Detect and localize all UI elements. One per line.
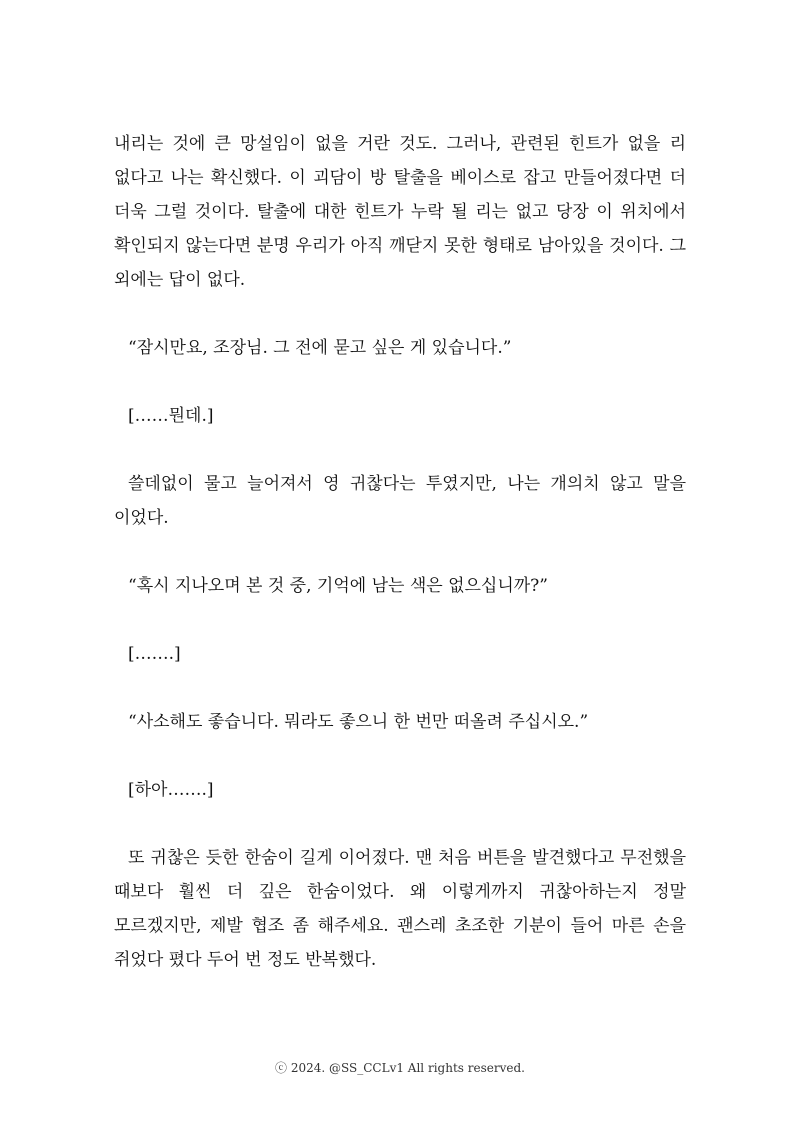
story-body [114,127,686,977]
dialogue-line: “혹시 지나오며 본 것 중, 기억에 남는 색은 없으십니까?” [128,576,548,596]
copyright-footer: ⓒ 2024. @SS_CCLv1 All rights reserved. [275,1061,525,1075]
radio-reply: [……뭔데.] [128,406,214,426]
dialogue-line: “사소해도 좋습니다. 뭐라도 좋으니 한 번만 떠올려 주십시오.” [128,712,589,732]
narration-paragraph: 내리는 것에 큰 망설임이 없을 거란 것도. 그러나, 관련된 힌트가 없을 리 없다고 나는 확신했다. 이 괴담이 방 탈출을 베이스로 잡고 만들어졌다면 더 더욱 그럴 것이다. 탈출에 대한 힌트가 누락 될 리는 없고 당장 이 위치에서 확인되지 않는다면 분명 우리가 아직 깨닫지 못한 형태로 남아있을 것이다. 그 외에는 답이 없다. [114,134,686,290]
radio-reply: […….] [128,644,181,664]
narration-paragraph: 또 귀찮은 듯한 한숨이 길게 이어졌다. 맨 처음 버튼을 발견했다고 무전했을 때보다 훨씬 더 깊은 한숨이었다. 왜 이렇게까지 귀찮아하는지 정말 모르겠지만, 제발 협조 좀 해주세요. 괜스레 초조한 기분이 들어 마른 손을 쥐었다 폈다 두어 번 정도 반복했다. [114,848,686,970]
narration-paragraph: 쓸데없이 물고 늘어져서 영 귀찮다는 투였지만, 나는 개의치 않고 말을 이었다. [114,474,686,528]
radio-reply: [하아…….] [128,780,214,800]
dialogue-line: “잠시만요, 조장님. 그 전에 묻고 싶은 게 있습니다.” [128,338,512,358]
